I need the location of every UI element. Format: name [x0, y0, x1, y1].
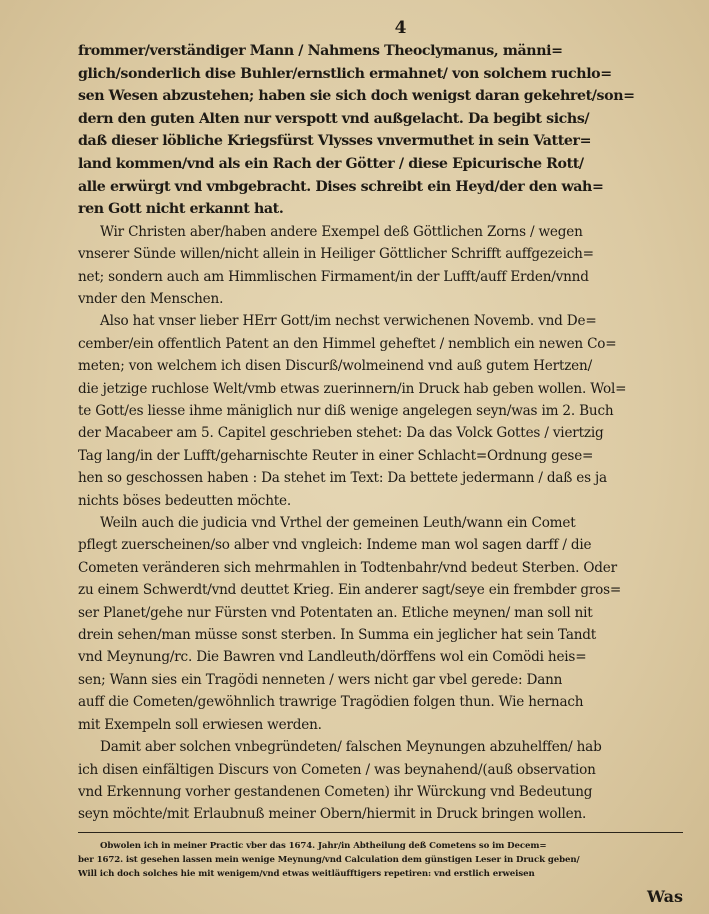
paragraph-3 — [78, 310, 683, 512]
text-line: Cometen veränderen sich mehrmahlen in Todtenbahr/vnd bedeut Sterben. Oder — [78, 559, 617, 576]
paragraph-1 — [78, 40, 683, 221]
paragraph-2 — [78, 221, 683, 311]
text-line: land kommen/vnd als ein Rach der Götter / diese Epicurische Rott/ — [78, 155, 584, 172]
text-line: frommer/verständiger Mann / Nahmens Theoclymanus, männi= — [78, 43, 563, 59]
text-line: glich/sonderlich dise Buhler/ernstlich ermahnet/ von solchem ruchlo= — [78, 65, 612, 82]
text-line: daß dieser löbliche Kriegsfürst Vlysses vnvermuthet in sein Vatter= — [78, 133, 592, 150]
footnote-divider — [78, 832, 683, 833]
text-line: zu einem Schwerdt/vnd deuttet Krieg. Ein anderer sagt/seye ein frembder gros= — [78, 582, 622, 599]
text-line: vnserer Sünde willen/nicht allein in Heiliger Göttlicher Schrifft auffgezeich= — [78, 246, 594, 263]
page-number: 4 — [394, 18, 407, 38]
text-line: Also hat vnser lieber HErr Gott/im nechst verwichenen Novemb. vnd De= — [100, 313, 597, 330]
text-line: vnd Erkennung vorher gestandenen Cometen) ihr Würckung vnd Bedeutung — [78, 783, 593, 800]
text-line: hen so geschossen haben : Da stehet im Text: Da bettete jedermann / daß es ja — [78, 470, 607, 487]
text-line: pflegt zuerscheinen/so alber vnd vngleich: Indeme man wol sagen darff / die — [78, 537, 592, 554]
text-line: ren Gott nicht erkannt hat. — [78, 201, 284, 218]
text-line: Damit aber solchen vnbegründeten/ falschen Meynungen abzuhelffen/ hab — [100, 739, 602, 756]
text-line: die jetzige ruchlose Welt/vmb etwas zuerinnern/in Druck hab geben wollen. Wol= — [78, 380, 627, 397]
footnote-line: ber 1672. ist gesehen lassen mein wenige Meynung/vnd Calculation dem günstigen Leser in Druck geben/ — [78, 854, 580, 865]
text-line: cember/ein offentlich Patent an den Himmel geheftet / nemblich ein newen Co= — [78, 335, 617, 352]
text-line: der Macabeer am 5. Capitel geschrieben stehet: Da das Volck Gottes / viertzig — [78, 425, 604, 442]
text-line: ser Planet/gehe nur Fürsten vnd Potentaten an. Etliche meynen/ man soll nit — [78, 604, 593, 621]
text-line: drein sehen/man müsse sonst sterben. In Summa ein jeglicher hat sein Tandt — [78, 627, 597, 644]
text-line: Weiln auch die judicia vnd Vrthel der gemeinen Leuth/wann ein Comet — [100, 515, 576, 532]
text-line: sen Wesen abzustehen; haben sie sich doch wenigst daran gekehret/son= — [78, 88, 635, 105]
footnote — [78, 839, 683, 881]
catchword: Was — [647, 887, 683, 906]
text-line: net; sondern auch am Himmlischen Firmament/in der Lufft/auff Erden/vnnd — [78, 268, 589, 285]
text-line: auff die Cometen/gewöhnlich trawrige Tragödien folgen thun. Wie hernach — [78, 694, 584, 711]
text-line: seyn möchte/mit Erlaubnuß meiner Obern/hiermit in Druck bringen wollen. — [78, 806, 587, 823]
text-line: alle erwürgt vnd vmbgebracht. Dises schreibt ein Heyd/der den wah= — [78, 178, 604, 195]
text-line: nichts böses bedeutten möchte. — [78, 492, 292, 509]
text-line: Tag lang/in der Lufft/geharnischte Reuter in einer Schlacht=Ordnung gese= — [78, 447, 594, 464]
text-line: dern den guten Alten nur verspott vnd außgelacht. Da begibt sichs/ — [78, 110, 590, 127]
paragraph-5 — [78, 736, 683, 826]
text-line: vnd Meynung/rc. Die Bawren vnd Landleuth/dörffens wol ein Comödi heis= — [78, 649, 587, 666]
text-line: meten; von welchem ich disen Discurß/wolmeinend vnd auß gutem Hertzen/ — [78, 358, 592, 375]
text-line: sen; Wann sies ein Tragödi nenneten / wers nicht gar vbel gerede: Dann — [78, 671, 563, 688]
footnote-line: Obwolen ich in meiner Practic vber das 1674. Jahr/in Abtheilung deß Cometens so im Decem= — [100, 840, 547, 851]
text-line: ich disen einfältigen Discurs von Cometen / was beynahend/(auß observation — [78, 761, 596, 778]
text-line: vnder den Menschen. — [78, 290, 224, 307]
text-line: Wir Christen aber/haben andere Exempel deß Göttlichen Zorns / wegen — [100, 223, 583, 240]
footnote-line: Will ich doch solches hie mit wenigem/vnd etwas weitläufftigers repetiren: vnd erstlich erweisen — [78, 868, 535, 879]
text-line: te Gott/es liesse ihme mäniglich nur diß wenige angelegen seyn/was im 2. Buch — [78, 403, 614, 419]
paragraph-4 — [78, 512, 683, 736]
text-line: mit Exempeln soll erwiesen werden. — [78, 716, 322, 733]
